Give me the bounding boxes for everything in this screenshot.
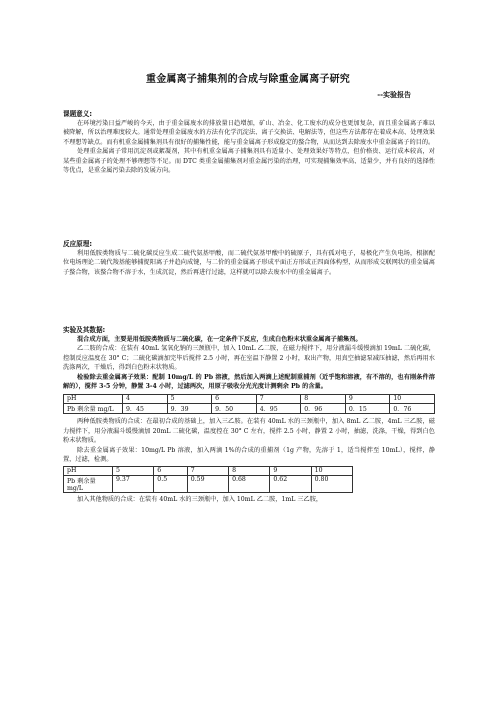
document-title: 重金属离子捕集剂的合成与除重金属离子研究 [146,74,350,85]
table-cell: 7 [187,467,228,476]
table-cell: 4 [123,395,168,404]
table-cell: 0.59 [187,476,228,493]
table-cell: 0．15 [345,404,390,414]
experiment-paragraph-4: 两种低胺类物质的合成：在最初合成的基础上，加入三乙胺。在装有 40mL 水的三颈瓶中，加入 8mL 乙二胺，4mL 三乙胺，磁力搅拌下，用分液漏斗缓慢滴加 20mL 二硫化碳，温度控在 30° C 左右，搅拌 2.5 小时，静置 2 小时，抽滤，洗涤，干燥，得到白色粉末状物质。 [63,418,435,445]
significance-paragraph-1: 在环境污染日益严峻的今天，由于重金属废水的排放量日趋增加，矿山、冶金、化工废水的成分也更加复杂，而且重金属离子难以被降解，所以治理难度较大。通常处理重金属废水的方法有化学沉淀法、离子交换法、电解法等，但这些方法都存在着成本高、处理效果不理想等缺点。而有机重金属捕集剂具有很好的捕集性能，能与重金属离子形成稳定的螯合物，从而达到去除废水中重金属离子的目的。 [63,120,435,146]
experiment-paragraph-2: 乙二胺的合成：在装有 40mL 氢氧化钠的三颈瓶中，加入 10mL 乙二胺，在磁力搅拌下，用分液漏斗缓慢滴加 19mL 二硫化碳，控制反应温度在 30° C；二硫化碳滴加完毕后搅拌 2.5 小时，再在室温下静置 2 小时，取出产物，用真空抽滤泵减压抽滤，然后再用水洗涤两次，干燥后，得到白色粉末状物质。 [63,345,435,372]
section-principle [63,240,435,277]
table-cell: 4．95 [256,404,301,414]
experiment-paragraph-6: 加入其他物质的合成：在装有 40mL 水的三颈瓶中，加入 10mL 乙二胺，1mL 三乙胺， [77,496,323,504]
table-cell: 0．76 [390,404,435,414]
table-cell: 10 [311,467,352,476]
table-cell: 0.62 [270,476,311,493]
table-cell: 5 [167,395,212,404]
section-experiment [63,326,435,505]
table-row [64,467,353,476]
table-cell: 10 [390,395,435,404]
table-cell: 9 [270,467,311,476]
document-subtitle: --实验报告 [377,91,411,99]
table-row [64,404,435,414]
table-cell: 8 [301,395,346,404]
section-heading-principle: 反应原理: [63,240,93,248]
table-cell: Pb 剩余量 mg/L [64,404,123,414]
results-table-2 [63,466,353,493]
section-significance [63,110,435,175]
table-cell: 9．45 [123,404,168,414]
experiment-paragraph-1: 混合成方面，主要是用低胺类物质与二硫化碳，在一定条件下反应，生成白色粉末状重金属离子捕集剂。 [77,336,362,343]
section-heading-significance: 课题意义: [63,110,93,118]
table-cell: 6 [212,395,257,404]
table-cell: pH [64,467,113,476]
results-table-1 [63,394,435,414]
experiment-paragraph-3: 检验除去重金属离子效果：配制 10mg/L 的 Pb 溶液，然后加入两滴上述配制重捕剂（近乎饱和溶液，有不溶的，也有刚条件溶解的），搅拌 3-5 分钟，静置 3-4 小时，过滤两次，用原子吸收分光光度计测剩余 Pb 的含量。 [63,373,435,391]
table-cell: 0.80 [311,476,352,493]
section-heading-experiment: 实验及其数据: [63,326,106,334]
table-cell: 0.5 [154,476,187,493]
table-cell: 8 [229,467,270,476]
table-cell: 9 [345,395,390,404]
table-cell: 7 [256,395,301,404]
table-cell: pH [64,395,123,404]
principle-paragraph-1: 利用低胺类物质与二硫化碳反应生成二硫代氨基甲酸，而二硫代氨基甲酸中的硫原子，具有孤对电子，易极化产生负电场，根据配位电场理论二硫代羧基能够捕捉阳离子并趋向成键，与二价的重金属离子形成平面正方形或正四面体构型，从而形成交联网状的重金属离子螯合物，该螯合物不溶于水，生成沉淀，然后再进行过滤，这样就可以除去废水中的重金属离子。 [63,250,435,276]
table-cell: Pb 剩余量 mg/L [64,476,113,493]
experiment-paragraph-5: 除去重金属离子效果：10mg/L Pb 溶液，加入两滴 1%的合成的重捕剂（1g 产物，先溶于 1，适当搅拌至 10mL），搅拌，静置，过滤，检测。 [63,446,435,464]
significance-paragraph-2: 处理重金属离子常用沉淀剂或絮凝剂，其中有机重金属离子捕集剂具有适量小、处理效果好等特点，但价格贵、运行成本较高，对某些重金属离子的处理不够理想等不足。而 DTC 类重金属捕集剂对重金属污染的治理，可实现捕集效率高、适量少，并有良好的选择性等优点，是重金属污染去除的发展方向。 [63,148,435,175]
table-row [64,395,435,404]
table-cell: 9．39 [167,404,212,414]
table-cell: 9．50 [212,404,257,414]
table-row [64,476,353,493]
table-cell: 6 [154,467,187,476]
table-cell: 9.37 [113,476,154,493]
table-cell: 0.68 [229,476,270,493]
table-cell: 5 [113,467,154,476]
table-cell: 0．96 [301,404,346,414]
